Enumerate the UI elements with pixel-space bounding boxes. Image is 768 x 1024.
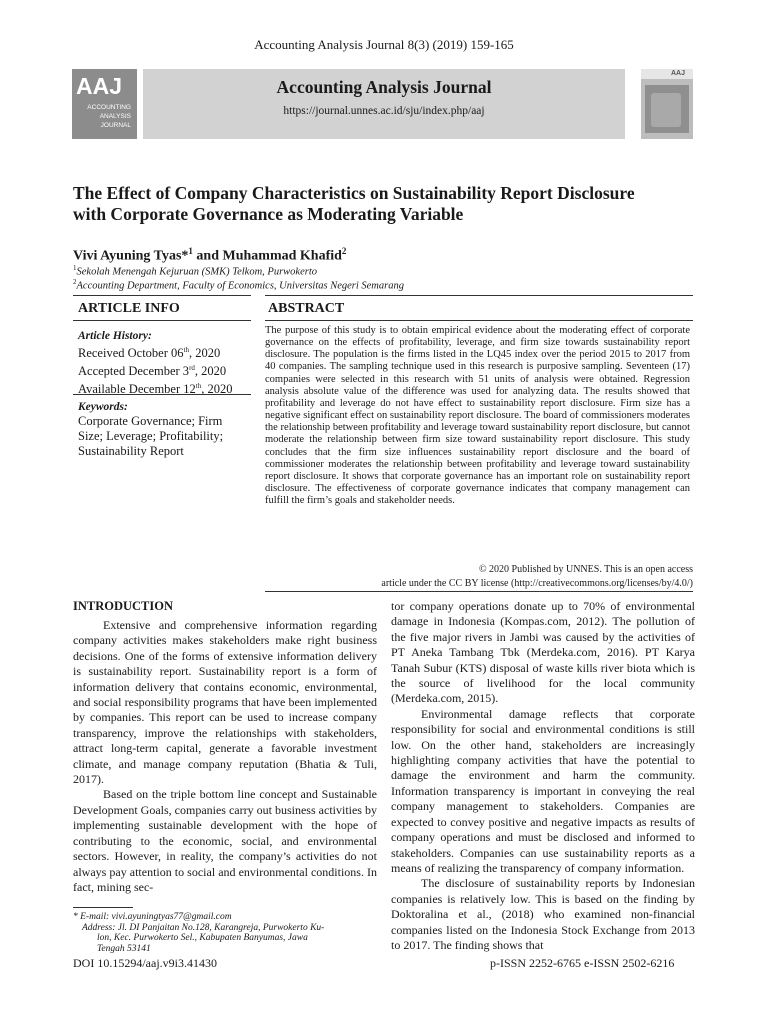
- footnote-divider: [73, 907, 133, 908]
- logo-abbr: AAJ: [76, 73, 123, 99]
- affiliation-1: [73, 264, 317, 278]
- paper-title-line: The Effect of Company Characteristics on Sustainability Report Disclosure: [73, 183, 635, 203]
- logo-text: [87, 103, 131, 130]
- paragraph: Based on the triple bottom line concept and Sustainable Development Goals, companies carry out business activities by implementing sustainable development with the hope of contributing to the economic, social, and environmental sectors. However, in reality, the company’s activities do not always pay attention to social and environmental conditions. In fact, mining sec-: [73, 787, 377, 894]
- accepted-date: Accepted December 3rd, 2020: [78, 364, 227, 379]
- abstract-heading: ABSTRACT: [268, 301, 345, 316]
- affiliation-mark: 1: [73, 264, 77, 272]
- introduction-heading: INTRODUCTION: [73, 599, 174, 613]
- body-column-right: [391, 599, 695, 953]
- doi[interactable]: DOI 10.15294/aaj.v9i3.41430: [73, 956, 217, 970]
- author-email: * E-mail: vivi.ayuningtyas77@gmail.com: [73, 912, 232, 922]
- paragraph: The disclosure of sustainability reports by Indonesian companies is relatively low. This is based on the finding by Doktoralina et al., (2018) who examined non-financial companies listed on the Indonesia Stock Exchange from 2013 to 2017. The finding shows that: [391, 876, 695, 952]
- affiliation-text: Accounting Department, Faculty of Economics, Universitas Negeri Semarang: [76, 280, 404, 292]
- running-header: Accounting Analysis Journal 8(3) (2019) 159-165: [254, 37, 514, 52]
- journal-logo: [72, 69, 137, 139]
- affiliation-mark: 2: [341, 246, 347, 256]
- logo-line: ANALYSIS: [99, 113, 131, 120]
- logo-line: JOURNAL: [100, 122, 131, 129]
- journal-url[interactable]: https://journal.unnes.ac.id/sju/index.php/aaj: [283, 105, 485, 117]
- body-column-left: [73, 618, 377, 895]
- received-date: Received October 06th, 2020: [78, 346, 221, 361]
- keywords: [78, 414, 253, 459]
- article-history-label: Article History:: [78, 330, 152, 342]
- paragraph: tor company operations donate up to 70% of environmental damage in Indonesia (Kompas.com, 2012). The pollution of the five major rivers in Jambi was caused by the activities of PT Aneka Tambang Tbk (Merdeka.com, 2016). PT Karya Tanah Subur (KTS) disposal of waste kills river biota which is the source of livelihood for the local community (Merdeka.com, 2015).: [391, 599, 695, 706]
- keywords-label: Keywords:: [78, 401, 128, 413]
- journal-banner: [143, 69, 625, 139]
- keywords-line: Size; Leverage; Profitability;: [78, 429, 224, 443]
- divider: [265, 591, 693, 592]
- keywords-line: Corporate Governance; Firm: [78, 414, 223, 428]
- divider: [265, 295, 693, 296]
- abstract-text: The purpose of this study is to obtain empirical evidence about the moderating effect of corporate governance on the effects of profitability, leverage, and firm size towards sustainability report disclosure. The population is the firms listed in the LQ45 index over the period 2015 to 2017 from 40 companies. The sampling technique used in this research is purposive sampling. Seventeen (17) companies were selected in this research with 51 units of analysis were obtained. Regression analysis absolute value of the difference was used for analyzing data. The results showed that profitability and leverage do not have effect to sustainability report disclosure. Firm size has a negative significant effect on sustainability report disclosure. The board of commissioners moderates the relationship between profitability and leverage toward sustainability report disclosure, but cannot moderate the relationship between firm size toward sustainability report disclosure. This study concludes that the firm size influences sustainability report disclosure and the board of commissioner moderates the relationship between profitability and leverage toward sustainability report disclosure. It shows that corporate governance has an important role on sustainability report disclosure. The effectiveness of corporate governance indicates that company management can fulfill the firm’s goals and stakeholder needs.: [265, 325, 690, 507]
- author-name: Vivi Ayuning Tyas*: [73, 248, 189, 264]
- copyright-notice: [265, 563, 693, 590]
- journal-title: Accounting Analysis Journal: [276, 77, 492, 97]
- logo-line: ACCOUNTING: [87, 104, 131, 111]
- available-date: Available December 12th, 2020: [78, 382, 233, 397]
- copyright-line: article under the CC BY license (http://creativecommons.org/licenses/by/4.0/): [381, 577, 693, 589]
- divider: [73, 394, 251, 395]
- issn: p-ISSN 2252-6765 e-ISSN 2502-6216: [490, 956, 675, 970]
- author-address: Tengah 53141: [97, 943, 151, 954]
- copyright-line: © 2020 Published by UNNES. This is an open access: [478, 564, 693, 575]
- author-address: Address: Jl. DI Panjaitan No.128, Karangreja, Purwokerto Ku-: [82, 922, 325, 933]
- divider: [265, 320, 693, 321]
- paper-title: [73, 183, 703, 225]
- divider: [73, 320, 251, 321]
- author-address: lon, Kec. Purwokerto Sel., Kabupaten Banyumas, Jawa: [97, 933, 308, 943]
- keywords-line: Sustainability Report: [78, 444, 184, 458]
- affiliation-mark: 2: [73, 278, 77, 286]
- author-name: and Muhammad Khafid: [192, 248, 342, 264]
- affiliation-2: [73, 278, 404, 292]
- affiliation-text: Sekolah Menengah Kejuruan (SMK) Telkom, Purwokerto: [76, 266, 317, 278]
- affiliation-mark: 1: [188, 246, 193, 256]
- divider: [73, 295, 251, 296]
- paper-title-line: with Corporate Governance as Moderating Variable: [73, 204, 464, 224]
- paragraph: Environmental damage reflects that corporate responsibility for social and environmental conditions is still low. On the other hand, stakeholders are increasingly highlighting company activities that have the potential to damage the environment and harm the community. Information transparency is important in conveying the real company management to stakeholders. Companies are expected to convey positive and negative impacts as results of company operations and must be disclosed and informed to stakeholders. Companies can use sustainability reports as a means of realizing the transparency of company information.: [391, 706, 695, 875]
- corresponding-author-footnote: [73, 912, 395, 954]
- author-list: [73, 246, 346, 265]
- article-info-heading: ARTICLE INFO: [78, 301, 180, 316]
- journal-cover-image: [641, 69, 693, 139]
- paragraph: Extensive and comprehensive information regarding company activities makes stakeholders make right business decisions. One of the forms of extensive information delivery is sustainability report. Sustainability report is a form of information delivery that contains economic, environmental, and social responsibility programs that have been implemented by companies. This report can be used to increase company transparency, improve the relationships with stakeholders, attract long-term capital, generate a favorable investment climate, and manage company reputation (Bhatia & Tuli, 2017).: [73, 618, 377, 787]
- cover-label: AAJ: [671, 70, 686, 77]
- article-history: [78, 343, 253, 397]
